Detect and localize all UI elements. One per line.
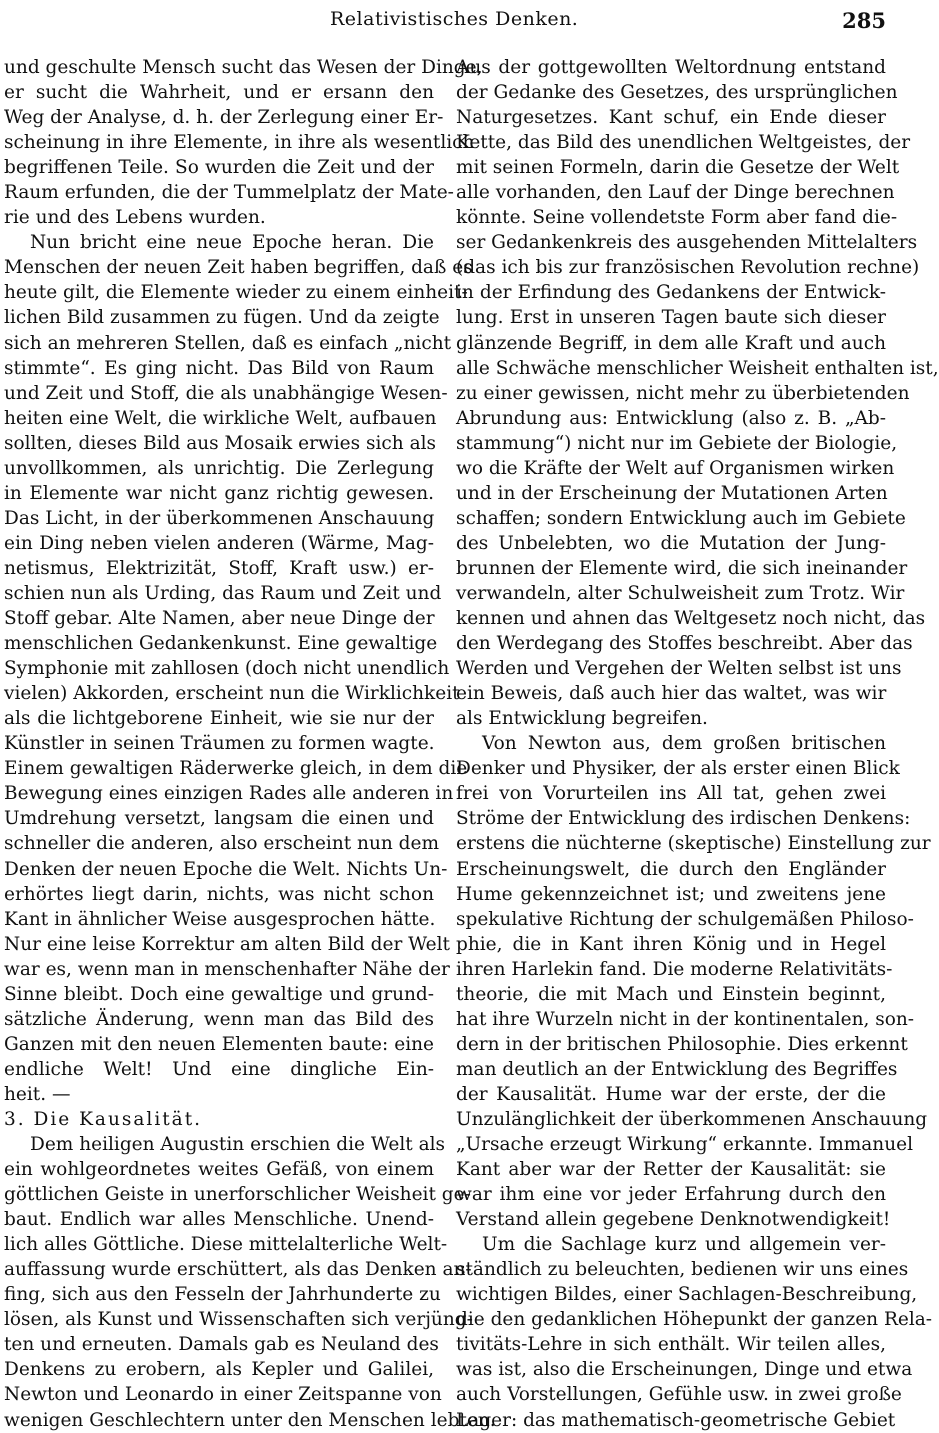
text-line: Künstler in seinen Träumen zu formen wagte. <box>4 733 435 755</box>
text-line: die den gedanklichen Höhepunkt der ganzen Rela- <box>456 1309 933 1331</box>
text-line: kennen und ahnen das Weltgesetz noch nicht, das <box>456 608 926 630</box>
text-line: zu einer gewissen, nicht mehr zu überbietenden <box>456 382 910 404</box>
text-line: der Gedanke des Gesetzes, des ursprünglichen <box>456 82 898 104</box>
text-line: Bewegung eines einzigen Rades alle anderen in <box>4 783 454 805</box>
text-line: sätzliche Änderung, wenn man das Bild des <box>4 1008 434 1030</box>
text-line: schaffen; sondern Entwicklung auch im Gebiete <box>456 507 906 529</box>
text-line: als die lichtgeborene Einheit, wie sie nur der <box>4 708 434 730</box>
text-line: rie und des Lebens wurden. <box>4 207 266 229</box>
text-line: Lager: das mathematisch-geometrische Gebiet <box>456 1409 896 1431</box>
text-line: ten und erneuten. Damals gab es Neuland des <box>4 1334 439 1356</box>
text-line: lich alles Göttliche. Diese mittelalterliche Welt- <box>4 1234 448 1256</box>
text-line: göttlichen Geiste in unerforschlicher Weisheit ge- <box>4 1184 471 1206</box>
text-line: Nur eine leise Korrektur am alten Bild der Welt <box>4 933 450 955</box>
text-line: Ganzen mit den neuen Elementen baute: eine <box>4 1033 434 1055</box>
text-line: ihren Harlekin fand. Die moderne Relativitäts- <box>456 958 893 980</box>
text-line: Menschen der neuen Zeit haben begriffen, daß es <box>4 257 473 279</box>
text-line: Abrundung aus: Entwicklung (also z. B. „Ab- <box>456 407 886 429</box>
text-line: (das ich bis zur französischen Revolution rechne) <box>456 257 920 279</box>
text-line: stimmte“. Es ging nicht. Das Bild von Raum <box>4 357 434 379</box>
text-line: Das Licht, in der überkommenen Anschauung <box>4 507 435 529</box>
text-line: mit seinen Formeln, darin die Gesetze der Welt <box>456 157 900 179</box>
text-line: auffassung wurde erschüttert, als das Denken an- <box>4 1259 472 1281</box>
text-line: Erscheinungswelt, die durch den Engländer <box>456 858 886 880</box>
text-line: Weg der Analyse, d. h. der Zerlegung einer Er- <box>4 107 444 129</box>
text-line: Kant in ähnlicher Weise ausgesprochen hätte. <box>4 908 436 930</box>
text-line: als Entwicklung begreifen. <box>456 708 708 730</box>
text-line: unvollkommen, als unrichtig. Die Zerlegung <box>4 457 434 479</box>
text-line: lung. Erst in unseren Tagen baute sich dieser <box>456 307 886 329</box>
text-line: Dem heiligen Augustin erschien die Welt als <box>30 1134 446 1156</box>
text-line: spekulative Richtung der schulgemäßen Philoso- <box>456 908 914 930</box>
text-line: lichen Bild zusammen zu fügen. Und da zeigte <box>4 307 440 329</box>
text-line: alle Schwäche menschlicher Weisheit enthalten ist, <box>456 357 939 379</box>
text-line: Umdrehung versetzt, langsam die einen und <box>4 808 434 830</box>
text-line: dern in der britischen Philosophie. Dies erkennt <box>456 1033 908 1055</box>
text-line: wo die Kräfte der Welt auf Organismen wirken <box>456 457 895 479</box>
text-line: Kette, das Bild des unendlichen Weltgeistes, der <box>456 132 911 154</box>
text-line: was ist, also die Erscheinungen, Dinge und etwa <box>456 1359 913 1381</box>
text-line: sich an mehreren Stellen, daß es einfach „nicht <box>4 332 452 354</box>
text-line: Kant aber war der Retter der Kausalität: sie <box>456 1159 886 1181</box>
text-line: „Ursache erzeugt Wirkung“ erkannte. Immanuel <box>456 1134 913 1156</box>
text-line: phie, die in Kant ihren König und in Hegel <box>456 933 886 955</box>
text-line: auch Vorstellungen, Gefühle usw. in zwei große <box>456 1384 902 1406</box>
text-line: erstens die nüchterne (skeptische) Einstellung zur <box>456 833 931 855</box>
text-line: der Kausalität. Hume war der erste, der die <box>456 1083 886 1105</box>
text-line: in Elemente war nicht ganz richtig gewesen. <box>4 482 434 504</box>
text-line: und Zeit und Stoff, die als unabhängige Wesen- <box>4 382 448 404</box>
text-line: Raum erfunden, die der Tummelplatz der Mate- <box>4 182 454 204</box>
text-line: Denken der neuen Epoche die Welt. Nichts Un- <box>4 858 448 880</box>
text-line: baut. Endlich war alles Menschliche. Unend- <box>4 1209 434 1231</box>
text-line: wichtigen Bildes, einer Sachlagen-Beschreibung, <box>456 1284 918 1306</box>
text-line: ein Ding neben vielen anderen (Wärme, Mag- <box>4 532 434 554</box>
text-line: Nun bricht eine neue Epoche heran. Die <box>30 232 434 254</box>
text-line: wenigen Geschlechtern unter den Menschen lebten. <box>4 1409 496 1431</box>
text-line: heute gilt, die Elemente wieder zu einem einheit- <box>4 282 468 304</box>
text-line: glänzende Begriff, in dem alle Kraft und auch <box>456 332 886 354</box>
text-line: menschlichen Gedankenkunst. Eine gewaltige <box>4 633 438 655</box>
text-line: Aus der gottgewollten Weltordnung entstand <box>456 57 886 78</box>
text-line: Sinne bleibt. Doch eine gewaltige und grund- <box>4 983 434 1005</box>
text-line: sollten, dieses Bild aus Mosaik erwies sich als <box>4 432 437 454</box>
text-line: war es, wenn man in menschenhafter Nähe der <box>4 958 450 980</box>
running-head <box>0 6 900 36</box>
text-line: Unzulänglichkeit der überkommenen Anschauung <box>456 1108 928 1130</box>
section-heading: 3. Die Kausalität. <box>4 1108 203 1130</box>
right-text-column <box>456 55 939 1433</box>
text-line: netismus, Elektrizität, Stoff, Kraft usw.) er- <box>4 557 434 579</box>
text-line: den Werdegang des Stoffes beschreibt. Aber das <box>456 633 913 655</box>
text-line: des Unbelebten, wo die Mutation der Jung- <box>456 532 886 554</box>
text-line: und in der Erscheinung der Mutationen Arten <box>456 482 888 504</box>
text-line: Denkens zu erobern, als Kepler und Galilei, <box>4 1359 434 1381</box>
text-line: verwandeln, alter Schulweisheit zum Trotz. Wir <box>456 582 905 604</box>
running-title: Relativistisches Denken. <box>330 8 579 30</box>
text-line: ein wohlgeordnetes weites Gefäß, von einem <box>4 1159 434 1181</box>
text-line: ein Beweis, daß auch hier das waltet, was wir <box>456 683 887 705</box>
text-line: endliche Welt! Und eine dingliche Ein- <box>4 1058 434 1080</box>
text-line: Von Newton aus, dem großen britischen <box>482 733 886 755</box>
text-line: fing, sich aus den Fesseln der Jahrhunderte zu <box>4 1284 441 1306</box>
text-line: Newton und Leonardo in einer Zeitspanne von <box>4 1384 442 1406</box>
text-line: frei von Vorurteilen ins All tat, gehen zwei <box>456 783 886 805</box>
text-line: Werden und Vergehen der Welten selbst ist uns <box>456 658 902 680</box>
text-line: theorie, die mit Mach und Einstein beginnt, <box>456 983 886 1005</box>
text-line: schneller die anderen, also erscheint nun dem <box>4 833 440 855</box>
text-line: erhörtes liegt darin, nichts, was nicht schon <box>4 883 434 905</box>
text-line: heiten eine Welt, die wirkliche Welt, aufbauen <box>4 407 437 429</box>
text-line: begriffenen Teile. So wurden die Zeit und der <box>4 157 434 179</box>
text-line: vielen) Akkorden, erscheint nun die Wirklichkeit <box>4 683 460 705</box>
text-line: hat ihre Wurzeln nicht in der kontinentalen, son- <box>456 1008 915 1030</box>
text-line: könnte. Seine vollendetste Form aber fand die- <box>456 207 898 229</box>
text-line: Einem gewaltigen Räderwerke gleich, in dem die <box>4 758 468 780</box>
text-line: Hume gekennzeichnet ist; und zweitens jene <box>456 883 886 905</box>
text-line: schien nun als Urding, das Raum und Zeit und <box>4 582 442 604</box>
text-line: Denker und Physiker, der als erster einen Blick <box>456 758 900 780</box>
text-line: alle vorhanden, den Lauf der Dinge berechnen <box>456 182 895 204</box>
text-line: war ihm eine vor jeder Erfahrung durch den <box>456 1184 886 1206</box>
text-line: und geschulte Mensch sucht das Wesen der Dinge, <box>4 57 483 78</box>
left-text-column <box>4 55 496 1433</box>
text-line: man deutlich an der Entwicklung des Begriffes <box>456 1058 898 1080</box>
text-line: Naturgesetzes. Kant schuf, ein Ende dieser <box>456 107 886 129</box>
text-line: ser Gedankenkreis des ausgehenden Mittelalters <box>456 232 918 254</box>
text-line: stammung“) nicht nur im Gebiete der Biologie, <box>456 432 898 454</box>
text-line: Stoff gebar. Alte Namen, aber neue Dinge der <box>4 608 435 630</box>
text-line: in der Erfindung des Gedankens der Entwick- <box>456 282 886 304</box>
text-line: ständlich zu beleuchten, bedienen wir uns eines <box>456 1259 909 1281</box>
text-line: scheinung in ihre Elemente, in ihre als wesentlich <box>4 132 475 154</box>
text-line: Verstand allein gegebene Denknotwendigkeit! <box>456 1209 891 1231</box>
text-line: heit. — <box>4 1083 71 1105</box>
text-line: Symphonie mit zahllosen (doch nicht unendlich <box>4 658 450 680</box>
text-line: lösen, als Kunst und Wissenschaften sich verjüng- <box>4 1309 473 1331</box>
text-line: er sucht die Wahrheit, und er ersann den <box>4 82 434 104</box>
text-line: brunnen der Elemente wird, die sich ineinander <box>456 557 908 579</box>
text-line: Ströme der Entwicklung des irdischen Denkens: <box>456 808 911 830</box>
text-line: tivitäts-Lehre in sich enthält. Wir teilen alles, <box>456 1334 886 1356</box>
page-number: 285 <box>842 8 886 33</box>
text-line: Um die Sachlage kurz und allgemein ver- <box>482 1234 886 1256</box>
